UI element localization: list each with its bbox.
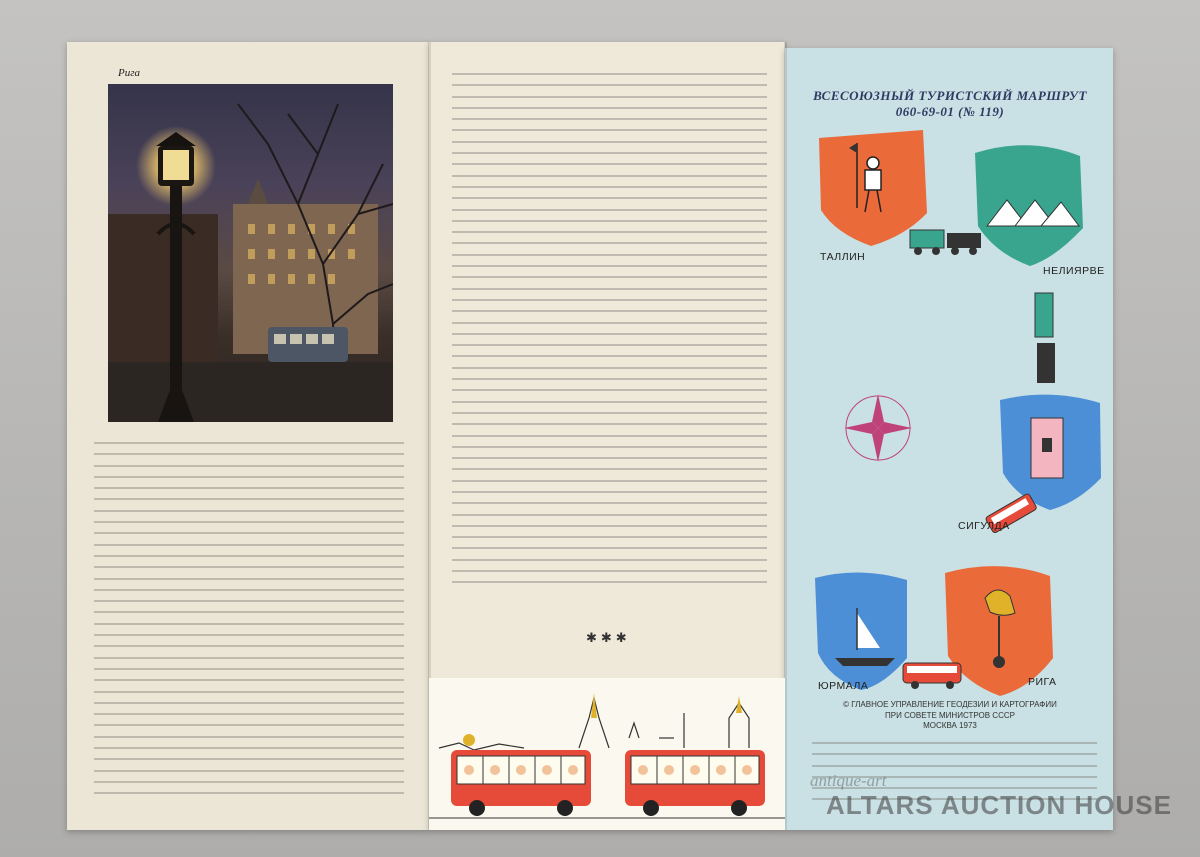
photo-illustration — [108, 84, 393, 422]
photo-caption: Рига — [118, 67, 141, 79]
train-icon — [910, 230, 981, 255]
imprint-line1: © ГЛАВНОЕ УПРАВЛЕНИЕ ГЕОДЕЗИИ И КАРТОГРАФИИ — [843, 700, 1057, 709]
bus-illustration — [429, 678, 785, 830]
city-label-nelijarve: НЕЛИЯРВЕ — [1043, 265, 1105, 277]
riga-photo — [108, 84, 393, 422]
city-label-sigulda: СИГУЛДА — [958, 520, 1010, 532]
route-title — [800, 88, 1100, 120]
watermark-line2: ALTARS AUCTION HOUSE — [826, 790, 1172, 820]
watermark-line1: antique-art — [810, 771, 887, 790]
left-panel-text-block — [94, 442, 404, 804]
decorative-stars: ✱✱✱ — [586, 630, 631, 645]
route-title-line1: ВСЕСОЮЗНЫЙ ТУРИСТСКИЙ МАРШРУТ — [813, 88, 1087, 103]
city-label-jurmala: ЮРМАЛА — [818, 680, 869, 692]
route-map-illustration — [785, 118, 1113, 738]
compass-rose-icon — [844, 394, 912, 462]
train-vertical-icon — [1035, 293, 1055, 383]
city-label-riga: РИГА — [1028, 676, 1057, 688]
bus-scene-illustration — [429, 678, 785, 830]
middle-panel-text-block — [452, 73, 767, 593]
imprint-line3: МОСКВА 1973 — [923, 721, 977, 730]
nelijarve-shield — [975, 145, 1083, 266]
castle-tower-icon — [1031, 418, 1063, 478]
bus-small-icon — [903, 663, 961, 689]
imprint-line2: ПРИ СОВЕТЕ МИНИСТРОВ СССР — [885, 710, 1015, 720]
route-title-line2: 060-69-01 (№ 119) — [895, 104, 1005, 119]
city-label-tallinn: ТАЛЛИН — [820, 251, 866, 263]
publisher-imprint — [800, 700, 1100, 732]
